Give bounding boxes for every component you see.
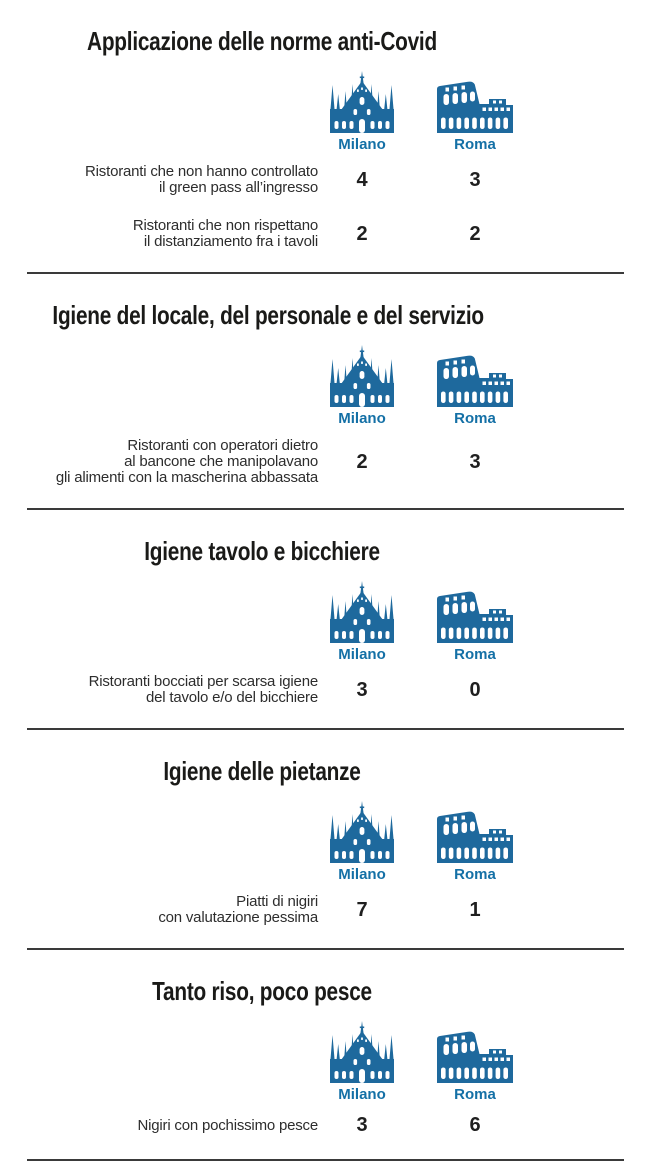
- metric-value-milano: 3: [356, 1114, 368, 1136]
- section-title: Applicazione delle norme anti-Covid: [87, 26, 437, 56]
- city-column-roma: [406, 1029, 544, 1104]
- metric-row: [0, 164, 650, 196]
- city-column-roma: [406, 79, 544, 154]
- city-header-row: [0, 1021, 650, 1104]
- city-header-row: [0, 581, 650, 664]
- colosseum-icon: [437, 809, 513, 863]
- city-column-roma: [406, 353, 544, 428]
- city-column-milano: [318, 71, 406, 154]
- city-label-roma: Roma: [454, 410, 496, 427]
- city-label-milano: Milano: [338, 410, 386, 427]
- metric-value-roma: 2: [469, 222, 481, 245]
- city-label-milano: Milano: [338, 136, 386, 153]
- duomo-cathedral-icon: [330, 581, 394, 643]
- city-label-milano: Milano: [338, 1086, 386, 1103]
- metric-value-roma: 1: [469, 898, 481, 921]
- section-title: Igiene delle pietanze: [163, 756, 361, 786]
- metric-value-roma: 3: [469, 168, 481, 191]
- city-column-milano: [318, 801, 406, 884]
- city-header-row: [0, 345, 650, 428]
- section-igiene-locale: [0, 274, 650, 508]
- metric-label: Nigiri con pochissimo pesce: [137, 1116, 318, 1134]
- city-column-roma: [406, 809, 544, 884]
- duomo-cathedral-icon: [330, 1021, 394, 1083]
- duomo-cathedral-icon: [330, 801, 394, 863]
- metric-row: [0, 438, 650, 486]
- section-divider: [27, 1159, 624, 1161]
- duomo-cathedral-icon: [330, 71, 394, 133]
- colosseum-icon: [437, 1029, 513, 1083]
- colosseum-icon: [437, 589, 513, 643]
- section-title: Igiene tavolo e bicchiere: [144, 536, 380, 566]
- city-label-roma: Roma: [454, 646, 496, 663]
- section-igiene-tavolo: [0, 510, 650, 728]
- city-label-roma: Roma: [454, 866, 496, 883]
- metric-value-roma: 3: [469, 450, 481, 473]
- metric-label: Piatti di nigiri con valutazione pessima: [158, 893, 318, 926]
- city-header-row: [0, 801, 650, 884]
- colosseum-icon: [437, 353, 513, 407]
- city-column-milano: [318, 1021, 406, 1104]
- metric-row: [0, 894, 650, 926]
- section-norme-anti-covid: [0, 0, 650, 272]
- city-column-milano: [318, 345, 406, 428]
- metric-value-milano: 2: [356, 450, 368, 473]
- city-label-roma: Roma: [454, 136, 496, 153]
- section-title: Tanto riso, poco pesce: [152, 976, 372, 1006]
- metric-row: [0, 1114, 650, 1137]
- metric-row: [0, 674, 650, 706]
- metric-label: Ristoranti con operatori dietro al bancone che manipolavano gli alimenti con la mascherina abbassata: [55, 437, 318, 486]
- metric-value-milano: 7: [356, 898, 368, 921]
- metric-value-milano: 3: [356, 678, 368, 701]
- city-header-row: [0, 71, 650, 154]
- city-label-roma: Roma: [454, 1086, 496, 1103]
- section-igiene-pietanze: [0, 730, 650, 948]
- section-title: Igiene del locale, del personale e del servizio: [52, 300, 484, 330]
- city-column-milano: [318, 581, 406, 664]
- metric-value-roma: 6: [469, 1114, 481, 1136]
- metric-label: Ristoranti che non hanno controllato il green pass all’ingresso: [85, 163, 318, 196]
- city-column-roma: [406, 589, 544, 664]
- metric-value-milano: 4: [356, 168, 368, 191]
- metric-label: Ristoranti che non rispettano il distanziamento fra i tavoli: [132, 217, 318, 250]
- metric-label: Ristoranti bocciati per scarsa igiene del tavolo e/o del bicchiere: [88, 673, 318, 706]
- metric-row: [0, 218, 650, 250]
- metric-value-roma: 0: [469, 678, 481, 701]
- duomo-cathedral-icon: [330, 345, 394, 407]
- city-label-milano: Milano: [338, 866, 386, 883]
- metric-value-milano: 2: [356, 222, 368, 245]
- section-tanto-riso: [0, 950, 650, 1159]
- city-label-milano: Milano: [338, 646, 386, 663]
- colosseum-icon: [437, 79, 513, 133]
